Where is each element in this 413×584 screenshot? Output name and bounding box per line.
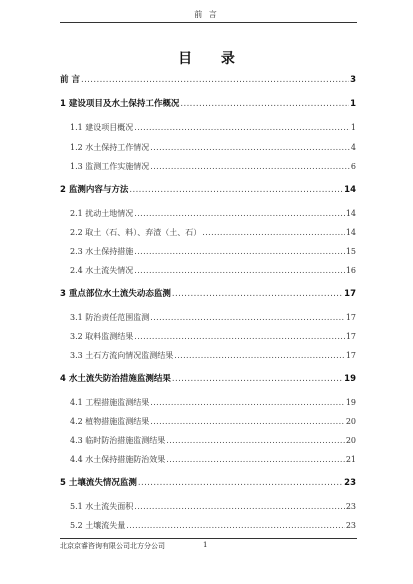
toc-entry-chapter-1[interactable]	[60, 97, 356, 111]
toc-page-number: 23	[345, 521, 356, 530]
toc-dot-leader	[202, 226, 345, 240]
toc-dot-leader	[150, 311, 345, 325]
toc-entry-label: 1.3 监测工作实施情况	[70, 162, 150, 171]
toc-entry-3-1[interactable]	[70, 311, 356, 325]
toc-page-number: 21	[345, 455, 356, 464]
toc-dot-leader	[138, 476, 343, 490]
toc-page-number: 6	[350, 162, 356, 171]
toc-dot-leader	[81, 73, 349, 87]
toc-dot-leader	[174, 349, 345, 363]
footer-page-number: 1	[203, 541, 208, 549]
toc-page-number: 23	[344, 478, 356, 488]
toc-dot-leader	[150, 396, 345, 410]
toc-entry-label: 2.2 取土（石、料）、弃渣（土、石）	[70, 228, 202, 237]
toc-dot-leader	[166, 434, 345, 448]
toc-dot-leader	[166, 453, 345, 467]
footer-divider	[60, 538, 357, 539]
toc-entry-label: 4.4 水土保持措施防治效果	[70, 455, 166, 464]
toc-entry-4-3[interactable]	[70, 434, 356, 448]
toc-page-number: 20	[345, 417, 356, 426]
toc-entry-2-3[interactable]	[70, 245, 356, 259]
toc-entry-5-1[interactable]	[70, 500, 356, 514]
toc-dot-leader	[126, 519, 345, 533]
toc-entry-2-1[interactable]	[70, 207, 356, 221]
toc-dot-leader	[150, 415, 345, 429]
toc-entry-label: 5.1 水土流失面积	[70, 502, 134, 511]
toc-title: 目 录	[178, 51, 247, 67]
toc-entry-label: 4 水土流失防治措施监测结果	[60, 374, 171, 384]
toc-dot-leader	[129, 183, 343, 197]
toc-entry-4-2[interactable]	[70, 415, 356, 429]
toc-dot-leader	[134, 264, 345, 278]
toc-entry-3-3[interactable]	[70, 349, 356, 363]
toc-entry-label: 3.2 取料监测结果	[70, 332, 134, 341]
toc-page-number: 17	[345, 332, 356, 341]
toc-entry-label: 5.2 土壤流失量	[70, 521, 126, 530]
toc-dot-leader	[150, 141, 350, 155]
toc-page-number: 23	[345, 502, 356, 511]
toc-entry-2-4[interactable]	[70, 264, 356, 278]
running-header: 前 言	[194, 10, 219, 19]
toc-entry-label: 2.4 水土流失情况	[70, 266, 134, 275]
toc-entry-chapter-4[interactable]	[60, 372, 356, 386]
toc-page-number: 19	[344, 374, 356, 384]
toc-entry-label: 3.3 土石方流向情况监测结果	[70, 351, 174, 360]
toc-entry-preface[interactable]	[60, 73, 356, 87]
toc-entry-label: 2.3 水土保持措施	[70, 247, 134, 256]
toc-entry-5-2[interactable]	[70, 519, 356, 533]
toc-entry-label: 前 言	[60, 75, 80, 85]
toc-entry-label: 4.1 工程措施监测结果	[70, 398, 150, 407]
toc-page-number: 4	[350, 143, 356, 152]
toc-entry-label: 4.3 临时防治措施监测结果	[70, 436, 166, 445]
toc-page-number: 17	[345, 313, 356, 322]
toc-entry-label: 2.1 扰动土地情况	[70, 209, 134, 218]
toc-page-number: 14	[345, 209, 356, 218]
toc-entry-label: 3 重点部位水土流失动态监测	[60, 289, 171, 299]
toc-entry-1-3[interactable]	[70, 160, 356, 174]
toc-entry-4-4[interactable]	[70, 453, 356, 467]
toc-dot-leader	[134, 207, 345, 221]
toc-entry-label: 1 建设项目及水土保持工作概况	[60, 99, 180, 109]
footer-company-name: 北京京睿咨询有限公司北方分公司	[60, 542, 165, 550]
toc-entry-label: 2 监测内容与方法	[60, 185, 129, 195]
toc-entry-label: 1.1 建设项目概况	[70, 123, 134, 132]
toc-dot-leader	[134, 245, 345, 259]
toc-page-number: 17	[344, 289, 356, 299]
header-divider	[60, 22, 357, 23]
toc-page-number: 1	[350, 123, 356, 132]
toc-entry-label: 1.2 水土保持工作情况	[70, 143, 150, 152]
toc-entry-label: 5 土壤流失情况监测	[60, 478, 137, 488]
toc-entry-3-2[interactable]	[70, 330, 356, 344]
toc-page-number: 1	[350, 99, 356, 109]
toc-dot-leader	[172, 287, 343, 301]
toc-page-number: 17	[345, 351, 356, 360]
toc-page-number: 20	[345, 436, 356, 445]
toc-page-number: 14	[345, 228, 356, 237]
toc-page-number: 16	[345, 266, 356, 275]
toc-page-number: 19	[345, 398, 356, 407]
toc-entry-chapter-3[interactable]	[60, 287, 356, 301]
toc-page-number: 14	[344, 185, 356, 195]
toc-entry-chapter-5[interactable]	[60, 476, 356, 490]
toc-entry-2-2[interactable]	[70, 226, 356, 240]
toc-page-number: 3	[350, 75, 356, 85]
toc-entry-label: 3.1 防治责任范围监测	[70, 313, 150, 322]
toc-dot-leader	[150, 160, 350, 174]
toc-dot-leader	[172, 372, 343, 386]
toc-entry-1-2[interactable]	[70, 141, 356, 155]
toc-entry-chapter-2[interactable]	[60, 183, 356, 197]
toc-dot-leader	[180, 97, 349, 111]
toc-dot-leader	[134, 500, 345, 514]
toc-dot-leader	[134, 330, 345, 344]
toc-dot-leader	[134, 121, 350, 135]
toc-page-number: 15	[345, 247, 356, 256]
toc-entry-1-1[interactable]	[70, 121, 356, 135]
toc-entry-label: 4.2 植物措施监测结果	[70, 417, 150, 426]
toc-entry-4-1[interactable]	[70, 396, 356, 410]
